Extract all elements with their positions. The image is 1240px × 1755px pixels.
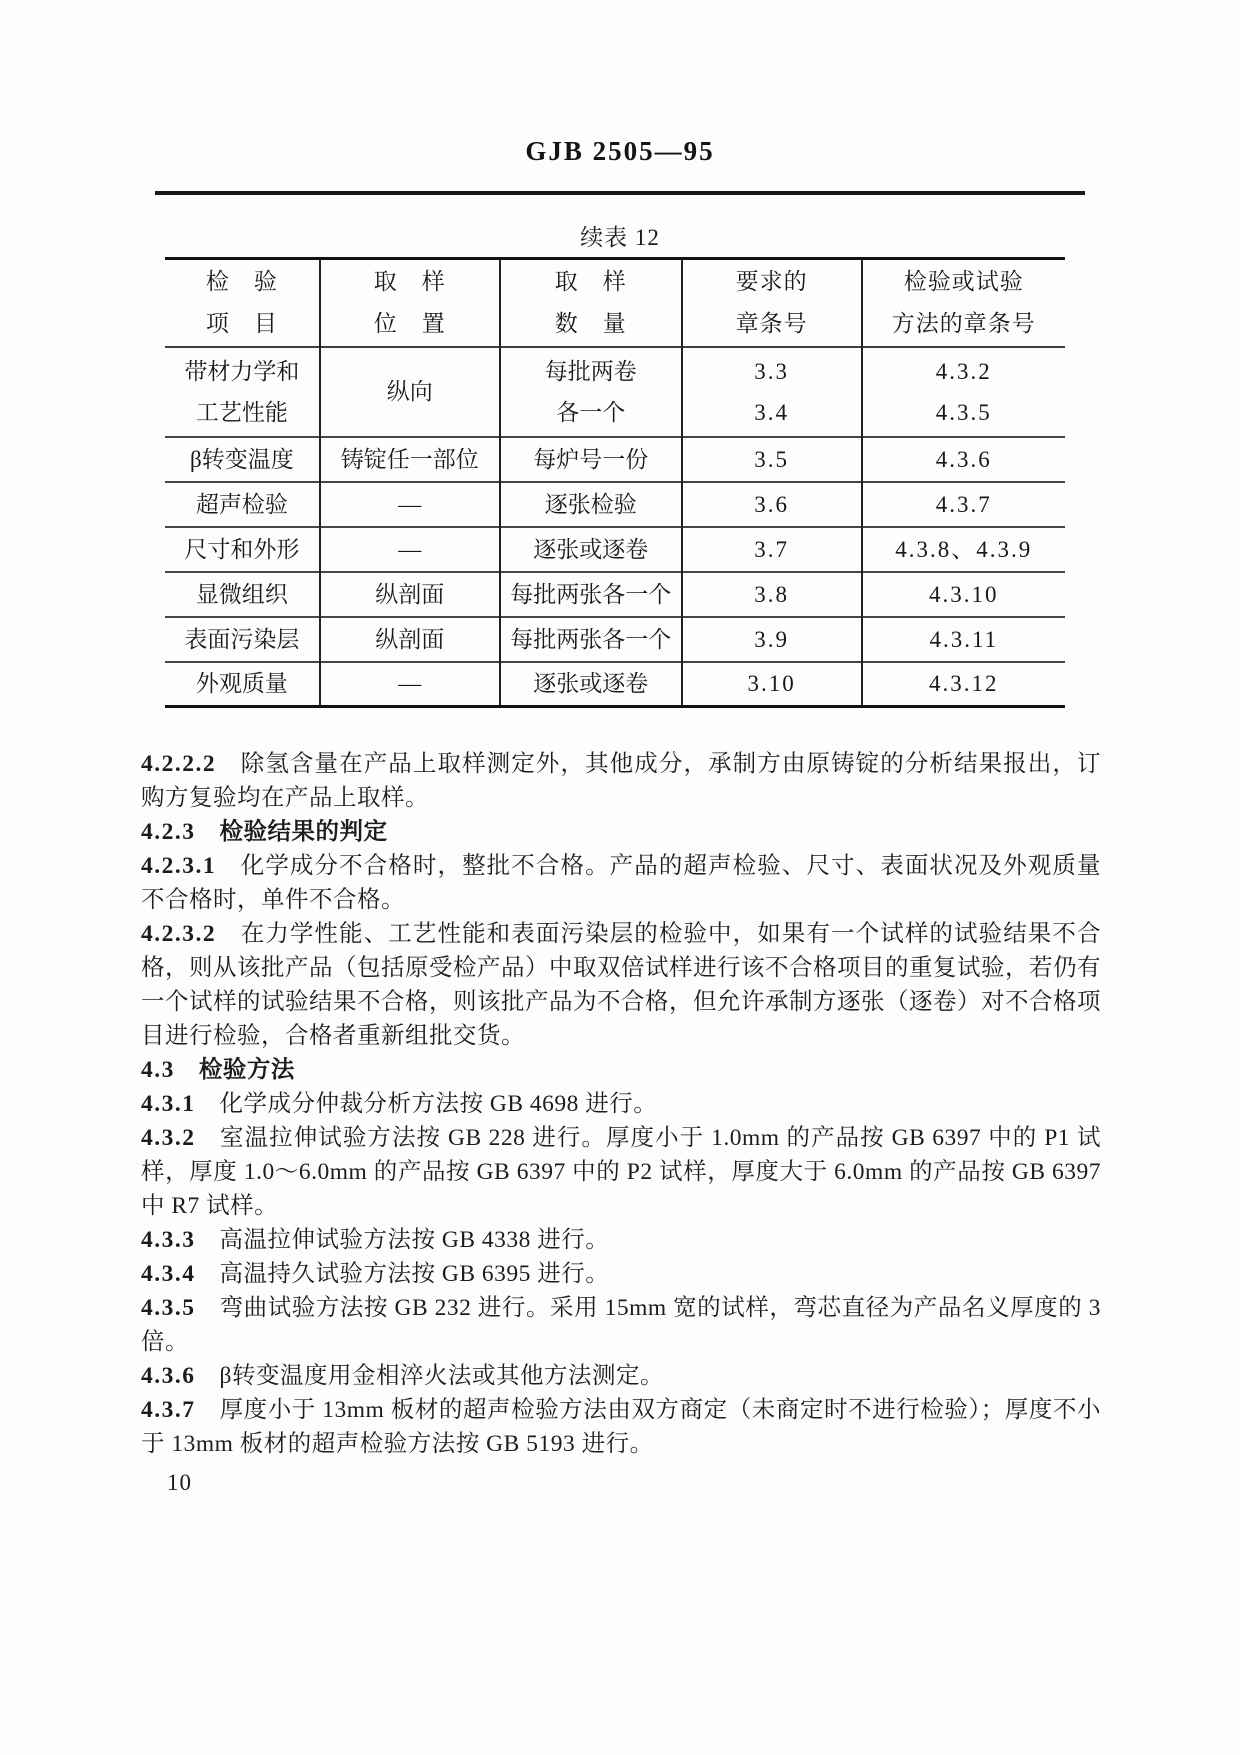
cell-item (165, 527, 320, 572)
clause-number: 4.3.7 (141, 1397, 196, 1423)
cell-method (862, 572, 1065, 617)
cell-quantity (500, 662, 682, 707)
cell-clause (682, 662, 862, 707)
cell-item (165, 347, 320, 437)
cell-line: 超声检验 (195, 491, 288, 517)
clause-4.3.4 (141, 1257, 1101, 1291)
inspection-sampling-table (165, 257, 1065, 708)
cell-quantity (500, 617, 682, 662)
cell-line: 各一个 (556, 399, 626, 425)
cell-line: 3.5 (754, 446, 789, 472)
cell-clause (682, 527, 862, 572)
cell-item (165, 662, 320, 707)
clause-4.3.6 (141, 1359, 1101, 1393)
cell-line: 4.3.11 (929, 626, 999, 652)
cell-line: 3.6 (754, 491, 789, 517)
clause-4.3.2 (141, 1121, 1101, 1223)
cell-item (165, 572, 320, 617)
cell-line: β转变温度 (190, 446, 294, 472)
clause-number: 4.3 (141, 1057, 175, 1083)
table-row-2 (165, 437, 1065, 482)
cell-line: 3.8 (754, 581, 789, 607)
clause-body-text: 检验结果的判定 (219, 819, 388, 845)
cell-clause (682, 437, 862, 482)
cell-quantity (500, 437, 682, 482)
clause-body-text: 在力学性能、工艺性能和表面污染层的检验中，如果有一个试样的试验结果不合格，则从该批产品（包括原受检产品）中取双倍试样进行该不合格项目的重复试验，若仍有一个试样的试验结果不合格，则该批产品为不合格，但允许承制方逐张（逐卷）对不合格项目进行检验，合格者重新组批交货。 (141, 921, 1101, 1049)
header-divider (155, 191, 1085, 195)
cell-clause (682, 617, 862, 662)
cell-line: 带材力学和 (184, 358, 300, 384)
cell-quantity (500, 572, 682, 617)
cell-position (320, 482, 500, 527)
table-row-1 (165, 347, 1065, 437)
cell-position (320, 617, 500, 662)
cell-line: 逐张检验 (544, 491, 637, 517)
clause-number: 4.3.5 (141, 1295, 196, 1321)
cell-quantity (500, 347, 682, 437)
column-header-line: 项 目 (205, 310, 278, 336)
cell-line: 表面污染层 (184, 626, 300, 652)
cell-line: 3.10 (747, 671, 796, 697)
cell-line: 4.3.7 (935, 491, 992, 517)
cell-position (320, 437, 500, 482)
column-header-line: 检验或试验 (903, 268, 1024, 294)
clause-number: 4.3.2 (141, 1125, 196, 1151)
cell-item (165, 482, 320, 527)
column-header-line: 检 验 (205, 268, 278, 294)
cell-method (862, 527, 1065, 572)
clause-4.3.3 (141, 1223, 1101, 1257)
cell-method (862, 482, 1065, 527)
clause-number: 4.3.6 (141, 1363, 196, 1389)
cell-item (165, 617, 320, 662)
column-header-4 (682, 259, 862, 347)
clause-body-text: 检验方法 (198, 1057, 295, 1083)
cell-line: — (398, 671, 422, 697)
cell-line: 尺寸和外形 (184, 536, 300, 562)
cell-clause (682, 572, 862, 617)
column-header-5 (862, 259, 1065, 347)
cell-line: — (398, 491, 422, 517)
clause-4.3.7 (141, 1393, 1101, 1461)
clause-number: 4.2.3.2 (141, 921, 217, 947)
cell-method (862, 662, 1065, 707)
cell-line: 每批两卷 (544, 358, 637, 384)
cell-line: 工艺性能 (195, 399, 288, 425)
cell-line: — (398, 536, 422, 562)
column-header-1 (165, 259, 320, 347)
cell-quantity (500, 527, 682, 572)
clause-body-text: 化学成分仲裁分析方法按 GB 4698 进行。 (219, 1091, 658, 1117)
cell-line: 外观质量 (195, 671, 288, 697)
clause-4.3 (141, 1053, 1101, 1087)
cell-line: 4.3.12 (929, 671, 999, 697)
clause-body-text: 高温持久试验方法按 GB 6395 进行。 (219, 1261, 610, 1287)
clause-body-text: β转变温度用金相淬火法或其他方法测定。 (219, 1363, 664, 1389)
clause-number: 4.3.4 (141, 1261, 196, 1287)
table-row-4 (165, 527, 1065, 572)
column-header-line: 要求的 (735, 268, 808, 294)
cell-line: 每批两张各一个 (510, 626, 672, 652)
cell-method (862, 617, 1065, 662)
cell-quantity (500, 482, 682, 527)
table-header (165, 259, 1065, 347)
cell-position (320, 527, 500, 572)
cell-method (862, 437, 1065, 482)
clause-number: 4.2.3 (141, 819, 196, 845)
table-row-6 (165, 617, 1065, 662)
clause-4.3.1 (141, 1087, 1101, 1121)
clause-body-text: 高温拉伸试验方法按 GB 4338 进行。 (219, 1227, 610, 1253)
cell-line: 4.3.6 (935, 446, 992, 472)
cell-position (320, 662, 500, 707)
table-row-7 (165, 662, 1065, 707)
cell-line: 纵剖面 (375, 581, 445, 607)
column-header-line: 方法的章条号 (891, 310, 1036, 336)
cell-line: 4.3.2 (935, 358, 992, 384)
column-header-3 (500, 259, 682, 347)
table-row-3 (165, 482, 1065, 527)
table-header-row (165, 259, 1065, 347)
cell-line: 铸锭任一部位 (340, 446, 479, 472)
clause-body-text: 弯曲试验方法按 GB 232 进行。采用 15mm 宽的试样，弯芯直径为产品名义厚度的 3 倍。 (141, 1295, 1101, 1355)
clause-text-block (141, 747, 1101, 1461)
clause-number: 4.2.2.2 (141, 751, 217, 777)
table-caption: 续表 12 (580, 225, 660, 250)
cell-line: 4.3.8、4.3.9 (895, 536, 1033, 562)
clause-number: 4.3.1 (141, 1091, 196, 1117)
clause-4.2.3.2 (141, 917, 1101, 1053)
cell-line: 4.3.10 (929, 581, 999, 607)
column-header-2 (320, 259, 500, 347)
cell-line: 3.4 (754, 399, 789, 425)
column-header-line: 取 样 (554, 268, 627, 294)
clause-4.2.3 (141, 815, 1101, 849)
page-number: 10 (167, 1470, 192, 1495)
column-header-line: 位 置 (373, 310, 446, 336)
cell-line: 每炉号一份 (533, 446, 649, 472)
cell-line: 显微组织 (195, 581, 288, 607)
clause-body-text: 除氢含量在产品上取样测定外，其他成分，承制方由原铸锭的分析结果报出，订购方复验均在产品上取样。 (141, 751, 1101, 811)
cell-line: 纵向 (386, 379, 433, 404)
cell-line: 3.3 (754, 358, 789, 384)
clause-number: 4.3.3 (141, 1227, 196, 1253)
clause-4.2.2.2 (141, 747, 1101, 815)
cell-line: 纵剖面 (375, 626, 445, 652)
clause-number: 4.2.3.1 (141, 853, 217, 879)
cell-method (862, 347, 1065, 437)
clause-4.3.5 (141, 1291, 1101, 1359)
cell-line: 逐张或逐卷 (533, 671, 649, 697)
cell-position (320, 572, 500, 617)
column-header-line: 数 量 (554, 310, 627, 336)
cell-item (165, 437, 320, 482)
cell-position (320, 347, 500, 437)
cell-line: 4.3.5 (935, 399, 992, 425)
clause-4.2.3.1 (141, 849, 1101, 917)
standard-code: GJB 2505—95 (525, 136, 715, 166)
clause-body-text: 室温拉伸试验方法按 GB 228 进行。厚度小于 1.0mm 的产品按 GB 6397 中的 P1 试样，厚度 1.0～6.0mm 的产品按 GB 6397 中的 P2 试样，厚度大于 6.0mm 的产品按 GB 6397 中 R7 试样。 (141, 1125, 1101, 1219)
column-header-line: 取 样 (373, 268, 446, 294)
cell-clause (682, 347, 862, 437)
clause-body-text: 化学成分不合格时，整批不合格。产品的超声检验、尺寸、表面状况及外观质量不合格时，单件不合格。 (141, 853, 1101, 913)
column-header-line: 章条号 (735, 310, 808, 336)
cell-line: 每批两张各一个 (510, 581, 672, 607)
cell-line: 3.9 (754, 626, 789, 652)
table-body (165, 347, 1065, 707)
clause-body-text: 厚度小于 13mm 板材的超声检验方法由双方商定（未商定时不进行检验）；厚度不小于 13mm 板材的超声检验方法按 GB 5193 进行。 (141, 1397, 1101, 1457)
cell-line: 逐张或逐卷 (533, 536, 649, 562)
cell-line: 3.7 (754, 536, 789, 562)
table-row-5 (165, 572, 1065, 617)
cell-clause (682, 482, 862, 527)
